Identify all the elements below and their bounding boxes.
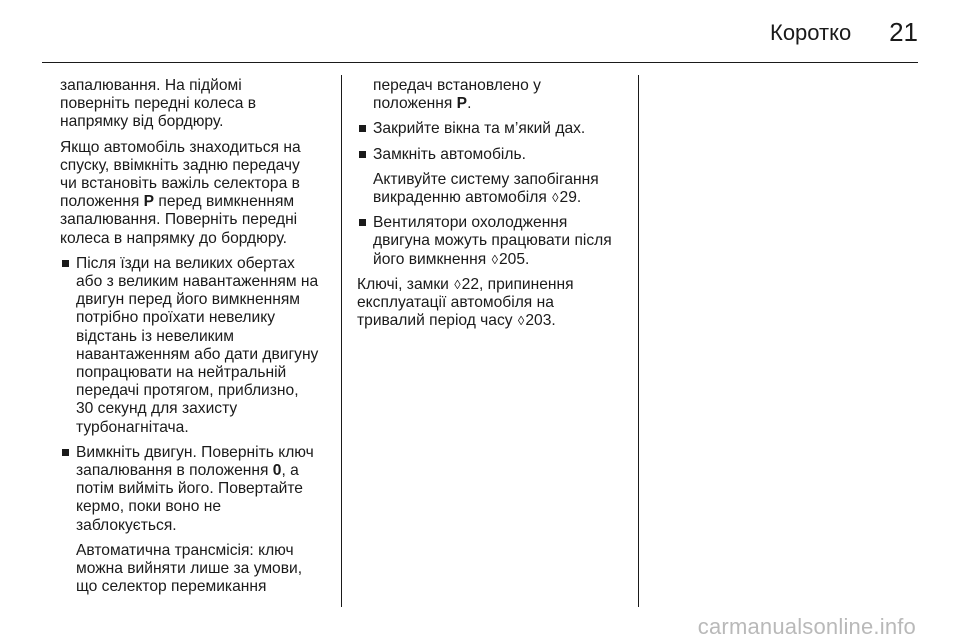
bullet-square-icon — [62, 449, 69, 456]
section-title: Коротко — [770, 20, 852, 45]
list-item: Закрийте вікна та м’який дах. — [357, 120, 633, 138]
paragraph: Активуйте систему запобігання викраденню автомобіля ◊29. — [373, 170, 599, 207]
bullet-square-icon — [62, 260, 69, 267]
paragraph: передач встановлено у положення P. — [373, 77, 541, 113]
page-reference-link[interactable]: 29. — [559, 189, 582, 207]
page-reference-link[interactable]: 22, припинення — [461, 275, 574, 293]
bullet-square-icon — [359, 151, 366, 158]
page-reference-icon: ◊ — [517, 313, 525, 329]
paragraph: Автоматична трансмісія: ключ можна вийняти лише за умови, що селектор перемикання — [76, 541, 303, 596]
page-reference-link[interactable]: 205. — [499, 250, 530, 268]
column-2 — [357, 77, 633, 337]
paragraph: Ключі, замки ◊22, припинення експлуатації автомобіля на тривалий період часу ◊203. — [357, 275, 574, 330]
list-item: Вимкніть двигун. Поверніть ключ запалювання в положення 0, а потім вийміть його. Повертайте кермо, поки воно не заблокується. — [60, 444, 338, 535]
column-divider-1 — [341, 75, 342, 607]
page-reference-icon: ◊ — [552, 190, 559, 206]
list-item: Вентилятори охолодження двигуна можуть працювати після його вимкнення ◊205. — [357, 214, 633, 269]
header-divider — [42, 62, 918, 63]
list-item: Після їзди на великих обертах або з великим навантаженням на двигун перед його вимкненням потрібно проїхати невелику відстань із невеликим навантаженням або дати двигуну попрацювати на нейтральній передачі протягом, приблизно, 30 секунд для захисту турбонагнітача. — [60, 255, 338, 437]
page-reference-icon: ◊ — [454, 276, 461, 292]
column-1 — [60, 77, 338, 603]
bullet-square-icon — [359, 125, 366, 132]
column-divider-2 — [638, 75, 639, 607]
page-number: 21 — [889, 17, 918, 47]
page-reference-link[interactable]: 203. — [525, 312, 556, 330]
page-reference-icon: ◊ — [491, 251, 498, 267]
watermark-text: carmanualsonline.info — [697, 614, 916, 639]
paragraph: Якщо автомобіль знаходиться на спуску, ввімкніть задню передачу чи встановіть важіль селектора в положення P перед вимкненням запалювання. Поверніть передні колеса в напрямку до бордюру. — [60, 138, 301, 247]
list-item: Замкніть автомобіль. — [357, 146, 633, 164]
paragraph: запалювання. На підйомі поверніть передні колеса в напрямку від бордюру. — [60, 77, 257, 131]
bullet-square-icon — [359, 219, 366, 226]
